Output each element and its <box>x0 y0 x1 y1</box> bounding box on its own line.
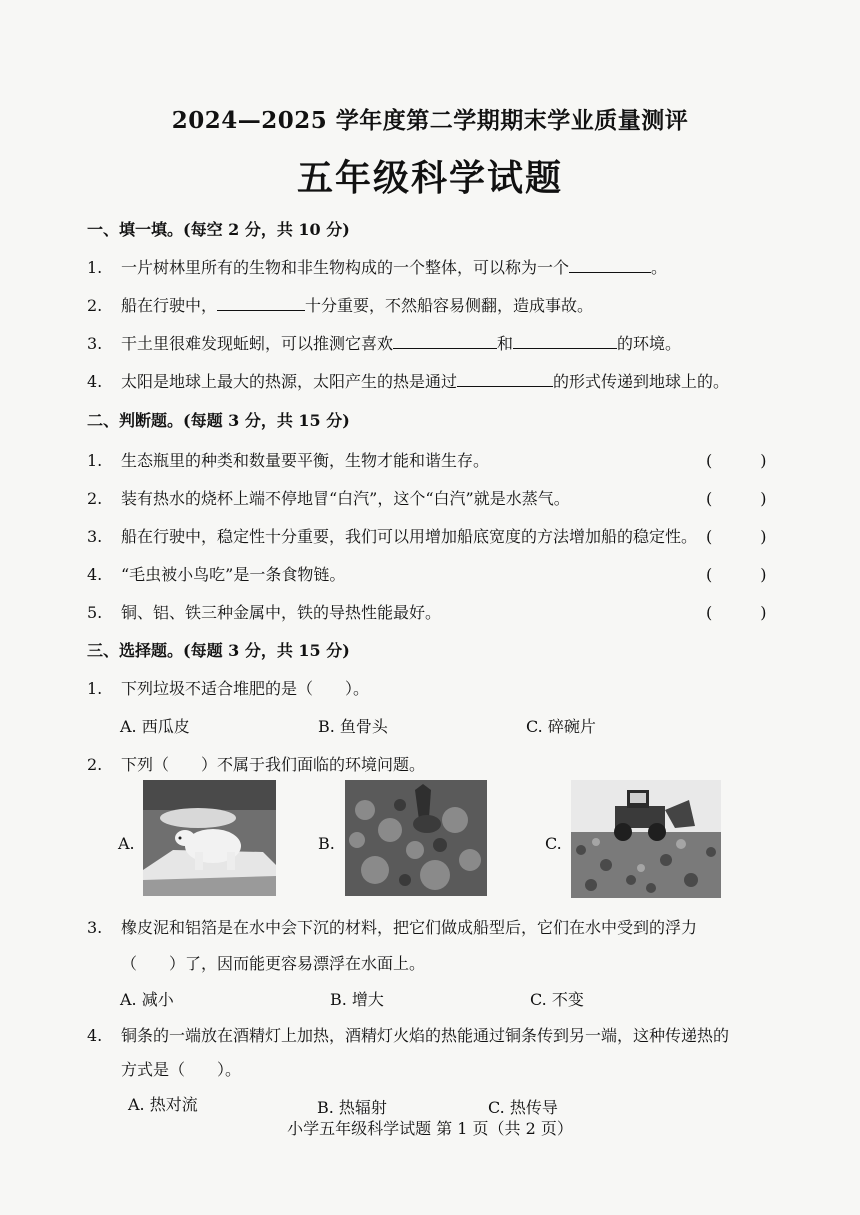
question-number: 4. <box>87 1026 103 1045</box>
page-footer: 小学五年级科学试题 第 1 页（共 2 页） <box>287 1119 573 1138</box>
answer-blank[interactable] <box>457 372 553 387</box>
choice-question-2 <box>87 752 425 775</box>
landfill-photo <box>571 780 721 898</box>
question-text: 和 <box>497 334 514 353</box>
answer-paren[interactable]: ( ) <box>706 527 767 546</box>
option-b-label[interactable]: B. <box>318 834 335 853</box>
fill-question-2 <box>87 293 593 316</box>
option-b[interactable]: B. 热辐射 <box>317 1098 387 1117</box>
option-b[interactable]: B. 增大 <box>330 990 384 1009</box>
option-a[interactable]: A. 西瓜皮 <box>120 717 190 736</box>
question-text: 生态瓶里的种类和数量要平衡，生物才能和谐生存。 <box>121 451 490 470</box>
question-text: 船在行驶中，稳定性十分重要，我们可以用增加船底宽度的方法增加船的稳定性。 <box>121 527 698 546</box>
judge-question-4 <box>87 562 345 585</box>
option-a[interactable]: A. 热对流 <box>128 1095 198 1114</box>
question-text: 的形式传递到地球上的。 <box>553 372 730 391</box>
answer-paren[interactable]: ( ) <box>706 565 767 584</box>
question-number: 2. <box>87 755 103 774</box>
exam-subtitle: 2024—2025 学年度第二学期期末学业质量测评 <box>171 107 689 134</box>
choice-question-4 <box>87 1023 729 1046</box>
answer-paren[interactable]: ( ) <box>706 603 767 622</box>
section2-heading: 二、判断题。(每题 3 分，共 15 分) <box>87 411 350 430</box>
question-text: 下列垃圾不适合堆肥的是（ ）。 <box>121 679 370 698</box>
question-text: 橡皮泥和铝箔是在水中会下沉的材料，把它们做成船型后，它们在水中受到的浮力 <box>121 918 698 937</box>
question-number: 1. <box>87 258 103 277</box>
question-text: 太阳是地球上最大的热源，太阳产生的热是通过 <box>121 372 458 391</box>
answer-paren[interactable]: ( ) <box>706 451 767 470</box>
question-number: 3. <box>87 918 103 937</box>
question-text-continued: 方式是（ ）。 <box>121 1060 242 1079</box>
answer-blank[interactable] <box>513 334 617 349</box>
answer-blank[interactable] <box>393 334 497 349</box>
answer-blank[interactable] <box>217 296 305 311</box>
option-c[interactable]: C. 不变 <box>530 990 584 1009</box>
question-number: 3. <box>87 334 103 353</box>
option-c[interactable]: C. 碎碗片 <box>526 717 596 736</box>
question-text: 一片树林里所有的生物和非生物构成的一个整体，可以称为一个 <box>121 258 570 277</box>
question-text: 下列（ ）不属于我们面临的环境问题。 <box>121 755 426 774</box>
question-number: 1. <box>87 451 103 470</box>
question-number: 3. <box>87 527 103 546</box>
section3-heading: 三、选择题。(每题 3 分，共 15 分) <box>87 641 350 660</box>
option-a[interactable]: A. 减小 <box>120 990 174 1009</box>
question-text: 干土里很难发现蚯蚓，可以推测它喜欢 <box>121 334 394 353</box>
question-text: 铜条的一端放在酒精灯上加热，酒精灯火焰的热能通过铜条传到另一端，这种传递热的 <box>121 1026 730 1045</box>
question-text: 。 <box>651 258 668 277</box>
answer-paren[interactable]: ( ) <box>706 489 767 508</box>
judge-question-3 <box>87 524 697 547</box>
choice-question-1 <box>87 676 369 699</box>
option-c[interactable]: C. 热传导 <box>488 1098 558 1117</box>
question-text-continued: （ ）了，因而能更容易漂浮在水面上。 <box>121 954 426 973</box>
question-number: 2. <box>87 489 103 508</box>
question-number: 5. <box>87 603 103 622</box>
choice-question-3 <box>87 915 697 938</box>
question-number: 1. <box>87 679 103 698</box>
polar-bear-photo <box>143 780 276 896</box>
option-a-label[interactable]: A. <box>118 834 135 853</box>
question-number: 2. <box>87 296 103 315</box>
section1-heading: 一、填一填。(每空 2 分，共 10 分) <box>87 220 350 239</box>
question-text: 的环境。 <box>617 334 682 353</box>
option-b[interactable]: B. 鱼骨头 <box>318 717 388 736</box>
judge-question-5 <box>87 600 441 623</box>
question-text: 船在行驶中， <box>121 296 218 315</box>
fill-question-4 <box>87 369 729 392</box>
question-text: “毛虫被小鸟吃”是一条食物链。 <box>121 565 346 584</box>
answer-blank[interactable] <box>569 258 651 273</box>
fill-question-3 <box>87 331 681 354</box>
fill-question-1 <box>87 255 667 278</box>
question-text: 铜、铝、铁三种金属中，铁的导热性能最好。 <box>121 603 442 622</box>
question-number: 4. <box>87 565 103 584</box>
exam-title: 五年级科学试题 <box>296 157 563 199</box>
ocean-pollution-photo <box>345 780 487 896</box>
judge-question-2 <box>87 486 570 509</box>
question-text: 装有热水的烧杯上端不停地冒“白汽”，这个“白汽”就是水蒸气。 <box>121 489 570 508</box>
judge-question-1 <box>87 448 489 471</box>
question-number: 4. <box>87 372 103 391</box>
question-text: 十分重要，不然船容易侧翻，造成事故。 <box>305 296 594 315</box>
option-c-label[interactable]: C. <box>545 834 562 853</box>
